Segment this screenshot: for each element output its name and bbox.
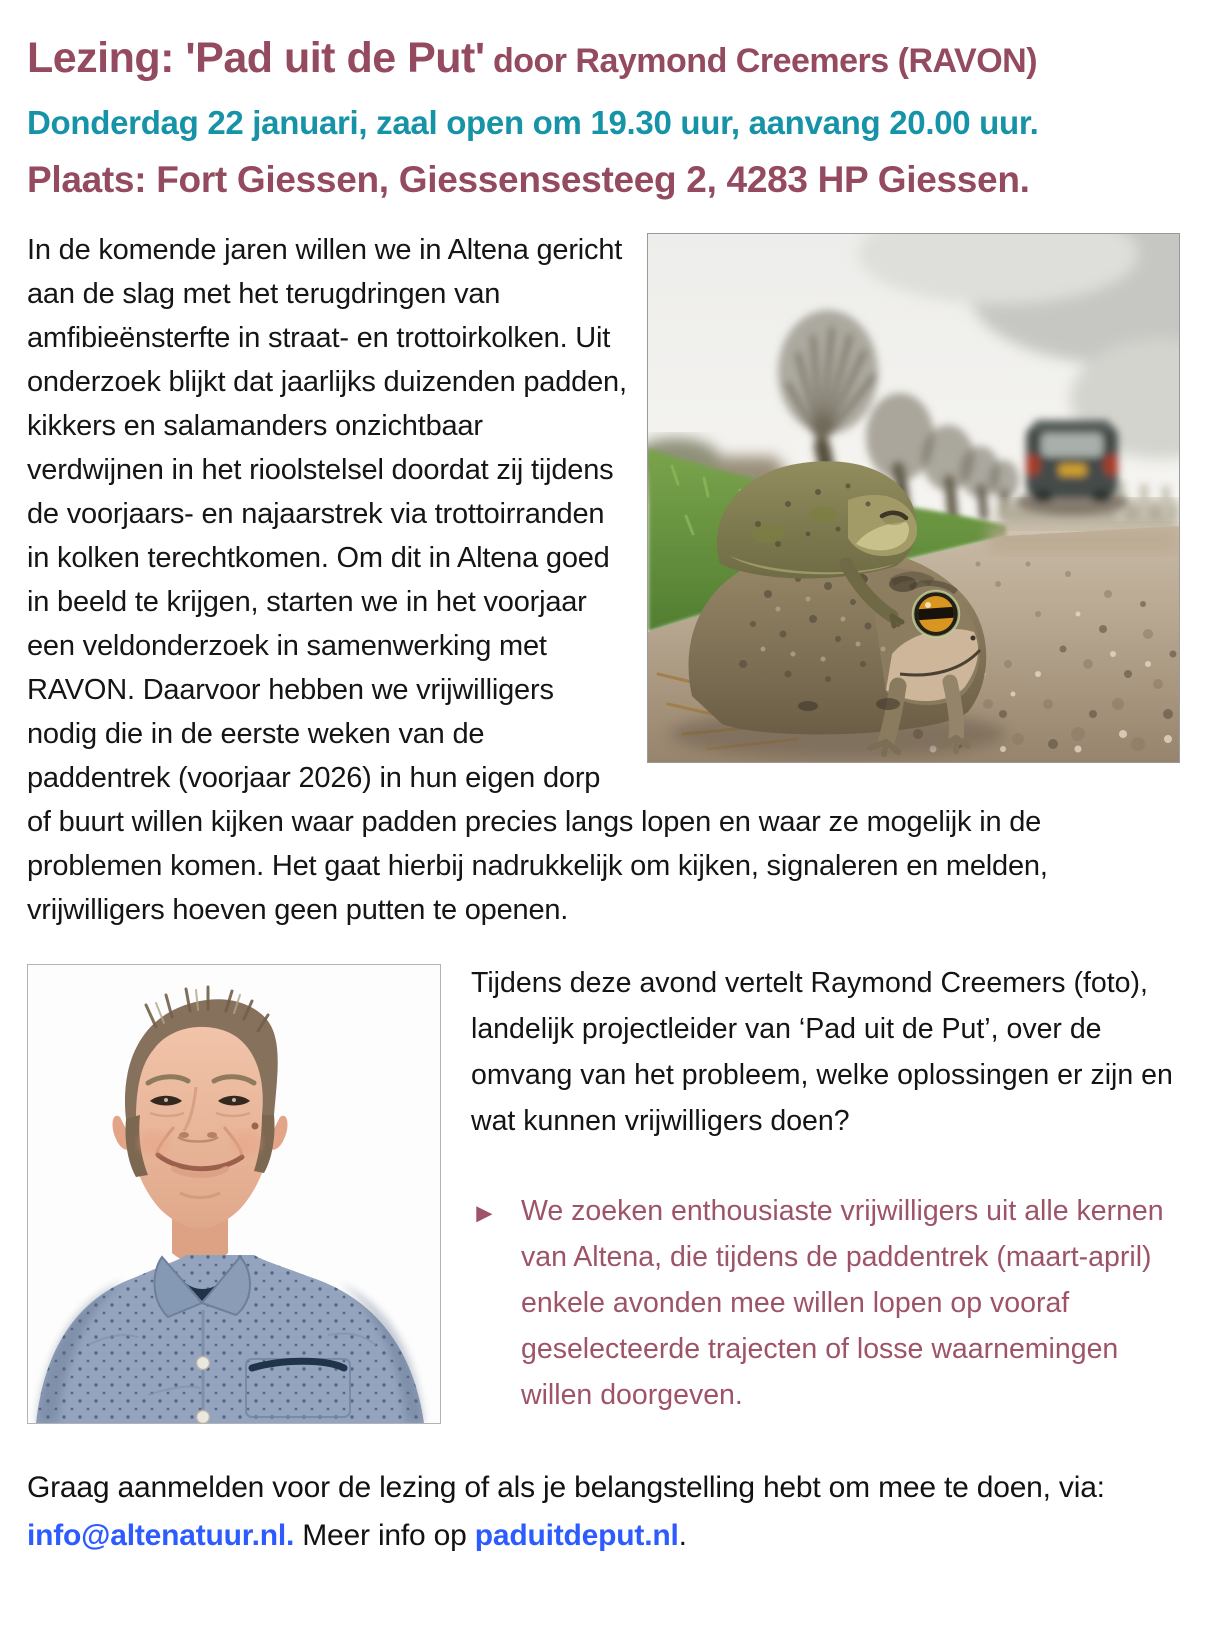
footer-text-pre: Graag aanmelden voor de lezing of als je belangstelling hebt om mee te doen, via: <box>27 1471 1105 1505</box>
portrait-photo <box>27 964 441 1424</box>
speaker-paragraph: Tijdens deze avond vertelt Raymond Creemers (foto), landelijk projectleider van ‘Pad uit de Put’, over de omvang van het probleem, welke oplossingen er zijn en wat kunnen vrijwilligers doen? <box>471 967 1173 1138</box>
volunteer-bullet <box>471 1188 1180 1418</box>
date-line: Donderdag 22 januari, zaal open om 19.30 uur, aanvang 20.00 uur. <box>27 104 1039 142</box>
bullet-text: We zoeken enthousiaste vrijwilligers uit alle kernen van Altena, die tijdens de paddentrek (maart-april) enkele avonden mee willen lopen op vooraf geselecteerde trajecten of losse waarnemingen willen doorgeven. <box>521 1195 1164 1412</box>
speaker-content <box>471 958 1180 1418</box>
page-title-sub: door Raymond Creemers (RAVON) <box>492 42 1038 80</box>
intro-text: In de komende jaren willen we in Altena gericht aan de slag met het terugdringen van amfibieënsterfte in straat- en trottoirkolken. Uit onderzoek blijkt dat jaarlijks duizenden padden, kikkers en salamanders onzichtbaar verdwijnen in het rioolstelsel doordat zij tijdens de voorjaars- en najaarstrek via trottoirranden in kolken terechtkomen. Om dit in Altena goed in beeld te krijgen, starten we in het voorjaar een veldonderzoek in samenwerking met RAVON. Daarvoor hebben we vrijwilligers nodig die in de eerste weken van de paddentrek (voorjaar 2026) in hun eigen dorp of buurt willen kijken waar padden precies langs lopen en waar ze mogelijk in de problemen komen. Het gaat hierbij nadrukkelijk om kijken, signaleren en melden, vrijwilligers hoeven geen putten te openen. <box>27 234 1048 927</box>
toad-photo <box>647 233 1180 763</box>
page-title <box>27 34 1180 82</box>
footer-paragraph <box>27 1432 1180 1560</box>
place-line: Plaats: Fort Giessen, Giessensesteeg 2, 4283 HP Giessen. <box>27 159 1030 201</box>
intro-paragraph <box>27 228 1180 932</box>
bullet-arrow-icon: ► <box>471 1198 498 1229</box>
speaker-section <box>27 958 1180 1418</box>
website-link[interactable]: paduitdeput.nl <box>474 1519 679 1553</box>
footer-text-mid: Meer info op <box>294 1519 475 1553</box>
footer-text-post: . <box>678 1519 687 1553</box>
page-title-main: Lezing: 'Pad uit de Put' <box>27 34 485 82</box>
email-link[interactable]: info@altenatuur.nl. <box>27 1519 295 1553</box>
